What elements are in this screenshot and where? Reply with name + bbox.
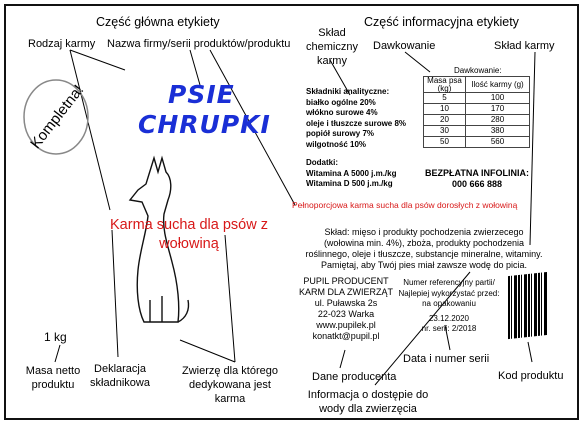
callout-ingredients: Skład karmy — [494, 40, 555, 52]
analytical-title: Składniki analityczne: — [306, 87, 390, 96]
helpline — [418, 168, 536, 190]
net-weight-value: 1 kg — [44, 330, 67, 344]
water-note: Pamiętaj, aby Twój pies miał zawsze wodę do picia. — [321, 260, 527, 270]
line-code — [528, 342, 532, 362]
dosage-table — [423, 76, 530, 148]
helpline-number: 000 666 888 — [451, 179, 503, 189]
brand-line-2: CHRUPKI — [138, 110, 271, 139]
batch-best-before: Najlepiej wykorzystać przed: — [398, 288, 500, 298]
callout-product-code: Kod produktu — [498, 370, 564, 382]
line-net — [55, 345, 60, 362]
dosage-header: Masa psa (kg) — [424, 77, 466, 93]
producer-line: KARM DLA ZWIERZĄT — [298, 287, 393, 297]
barcode-icon — [508, 272, 548, 339]
producer-line: www.pupilek.pl — [316, 320, 376, 330]
stamp-text: Kompletna! — [27, 81, 88, 153]
batch-date: 23.12.2020 — [428, 313, 470, 323]
line-ingredients — [530, 52, 535, 245]
line-animal — [225, 235, 235, 362]
callout-food-type: Rodzaj karmy — [28, 38, 96, 50]
composition-line: Skład: mięso i produkty pochodzenia zwierzecego — [324, 227, 524, 237]
callout-dosage: Dawkowanie — [373, 40, 436, 52]
callout-brand-name: Nazwa firmy/serii produktów/produktu — [107, 38, 291, 50]
batch-on-package: na opakowaniu — [422, 299, 476, 308]
callout-target-animal: Zwierzę dla którego dedykowana jest karma — [182, 365, 278, 405]
table-row: 50 560 — [424, 137, 530, 148]
additives-title: Dodatki: — [306, 158, 338, 167]
analytical-line: białko ogólne 20% — [306, 97, 376, 107]
batch-info — [394, 278, 504, 335]
additives-line: Witamina D 500 j.m./kg — [306, 179, 393, 188]
producer-line: ul. Puławska 2s — [314, 298, 378, 308]
line-producer — [340, 350, 345, 368]
full-description: Pełnoporcjowa karma sucha dla psów dorosłych z wołowiną — [292, 200, 518, 210]
table-row: 5 100 — [424, 93, 530, 104]
analytical-constituents — [306, 87, 406, 150]
line-food-type-2 — [70, 50, 125, 70]
composition-line: roślinnego, oleje i tłuszcze, substancje mineralne, witaminy. — [305, 249, 543, 259]
line-dosage — [405, 52, 430, 72]
callout-date-batch: Data i numer serii — [403, 353, 490, 365]
table-row: 20 280 — [424, 115, 530, 126]
main-part-header: Część główna etykiety — [96, 15, 220, 29]
brand-line-1: PSIE — [168, 80, 235, 109]
helpline-title: BEZPŁATNA INFOLINIA: — [425, 168, 529, 178]
producer-line: konatkt@pupil.pl — [312, 331, 380, 341]
callout-chemical-composition: Skład chemiczny karmy — [306, 27, 358, 67]
analytical-line: wilgotność 10% — [306, 139, 367, 149]
dosage-title: Dawkowanie: — [454, 66, 502, 75]
callout-water-info: Informacja o dostępie do wody dla zwierzęcia — [307, 389, 429, 415]
callout-net-weight: Masa netto produktu — [25, 365, 81, 391]
batch-ref: Numer referencyjny partii/ — [403, 278, 495, 287]
composition-line: (wołowina min. 4%), zboża, produkty pochodzenia — [323, 238, 525, 248]
composition — [300, 227, 548, 271]
product-description: Karma sucha dla psów z wołowiną — [110, 217, 268, 252]
dosage-header: Ilość karmy (g) — [466, 77, 530, 93]
producer-info — [292, 276, 400, 342]
additives-line: Witamina A 5000 j.m./kg — [306, 168, 397, 178]
callout-producer-data: Dane producenta — [312, 371, 397, 383]
table-row: 10 170 — [424, 104, 530, 115]
analytical-line: oleje i tłuszcze surowe 8% — [306, 118, 407, 128]
info-part-header: Część informacyjna etykiety — [364, 15, 519, 29]
producer-line: 22-023 Warka — [317, 309, 375, 319]
analytical-line: popiół surowy 7% — [306, 129, 375, 138]
producer-line: PUPIL PRODUCENT — [303, 276, 389, 286]
table-row: 30 380 — [424, 126, 530, 137]
line-animal-2 — [180, 340, 235, 362]
analytical-line: włókno surowe 4% — [306, 108, 378, 117]
batch-series: nr. serii: 2/2018 — [421, 324, 477, 333]
callout-declaration: Deklaracja składnikowa — [90, 363, 150, 389]
additives — [306, 158, 396, 190]
